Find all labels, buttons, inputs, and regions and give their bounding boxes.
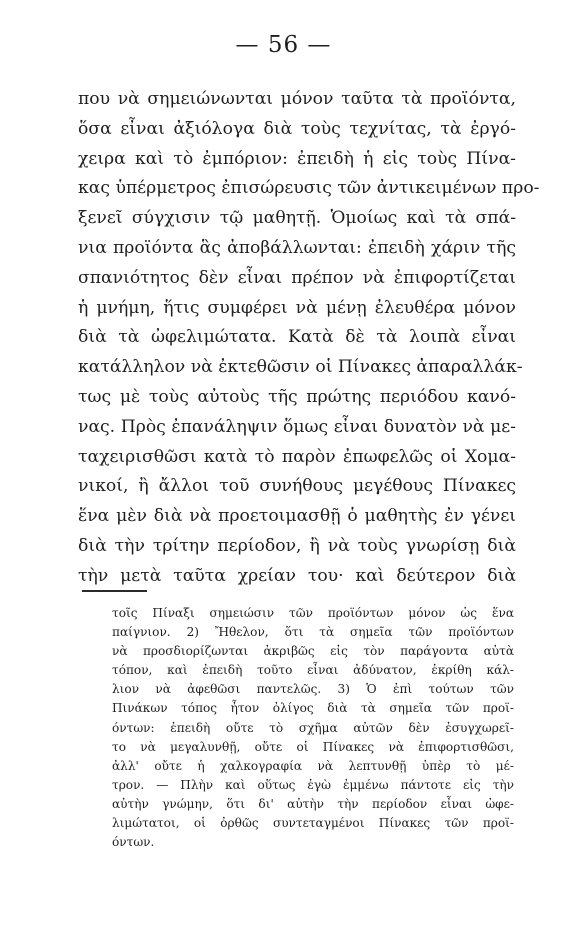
text-line: ταχειρισθῶσι κατὰ τὸ παρὸν ἐπωφελῶς οἱ Χομα- [78, 446, 516, 467]
text-line: διὰ τὰ ὠφελιμώτατα. Κατὰ δὲ τὰ λοιπὰ εἶναι [78, 327, 516, 348]
text-line: ἡ μνήμη, ἥτις συμφέρει νὰ μένῃ ἐλευθέρα μόνον [78, 297, 516, 318]
footnote-line: Πινάκων τόπος ἦτον ὀλίγος διὰ τὰ σημεῖα τῶν προϊ- [112, 701, 514, 716]
footnote-divider [82, 590, 147, 592]
footnote-line: το νὰ μεγαλυνθῇ, οὔτε οἱ Πίνακες νὰ ἐπιφορτισθῶσι, [112, 739, 514, 754]
text-line: ὅσα εἶναι ἀξιόλογα διὰ τοὺς τεχνίτας, τὰ ἐργό- [78, 118, 516, 139]
footnote-line: παίγνιον. 2) Ἤθελον, ὅτι τὰ σημεῖα τῶν προϊόντων [112, 625, 514, 640]
text-line: νικοί, ἢ ἄλλοι τοῦ συνήθους μεγέθους Πίνακες [78, 476, 516, 497]
text-line: σπανιότητος δὲν εἶναι πρέπον νὰ ἐπιφορτίζεται [78, 267, 516, 288]
text-line: ξενεῖ σύγχισιν τῷ μαθητῇ. Ὁμοίως καὶ τὰ σπά- [78, 208, 516, 229]
footnote-line: τόπον, καὶ ἐπειδὴ τοῦτο εἶναι ἀδύνατον, ἐκρίθη κάλ- [112, 663, 514, 678]
text-line: τὴν μετὰ ταῦτα χρείαν του· καὶ δεύτερον διὰ [78, 565, 516, 586]
footnote-line: λιον νὰ ἀφεθῶσι παντελῶς. 3) Ὁ ἐπὶ τούτων τῶν [112, 682, 514, 697]
footnote-line: όντων. [112, 835, 155, 850]
footnote-line: τρον. — Πλὴν καὶ οὕτως ἐγὼ ἐμμένω πάντοτε εἰς τὴν [112, 777, 514, 792]
text-line: νια προϊόντα ἃς ἀποβάλλωνται: ἐπειδὴ χάριν τῆς [78, 237, 516, 258]
text-line: νας. Πρὸς ἐπανάληψιν ὅμως εἶναι δυνατὸν νὰ με- [78, 416, 516, 437]
text-line: κατάλληλον νὰ ἐκτεθῶσιν οἱ Πίνακες ἀπαραλλάκ- [78, 357, 523, 378]
text-line: χειρα καὶ τὸ ἐμπόριον: ἐπειδὴ ἡ εἰς τοὺς Πίνα- [78, 148, 516, 169]
text-line: διὰ τὴν τρίτην περίοδον, ἢ νὰ τοὺς γνωρίσῃ διὰ [78, 535, 516, 556]
footnote-line: λιμώτατοι, οἱ ὀρθῶς συντεταγμένοι Πίνακες τῶν προϊ- [112, 816, 514, 831]
footnotes-block [112, 604, 514, 852]
footnote-line: ἀλλ' οὔτε ἡ χαλκογραφία νὰ λεπτυνθῇ ὑπὲρ τὸ μέ- [112, 758, 514, 773]
main-text-block [78, 85, 540, 592]
footnote-line: τοῖς Πίναξι σημειώσιν τῶν προϊόντων μόνον ὡς ἕνα [112, 606, 514, 620]
page-number: — 56 — [235, 32, 332, 58]
text-line: που νὰ σημειώνωνται μόνον ταῦτα τὰ προϊόντα, [78, 89, 516, 109]
text-line: ἕνα μὲν διὰ νὰ προετοιμασθῇ ὁ μαθητὴς ἐν γένει [78, 506, 516, 527]
text-line: κας ὑπέρμετρος ἐπισώρευσις τῶν ἀντικειμένων προ- [78, 178, 540, 199]
text-line: τως μὲ τοὺς αὐτοὺς τῆς πρώτης περιόδου κανό- [78, 386, 516, 407]
footnote-line: όντων: ἐπειδὴ οὔτε τὸ σχῆμα αὐτῶν δὲν ἐσυγχωρεῖ- [112, 720, 514, 735]
footnote-line: νὰ προσδιορίζωνται ἀκριβῶς εἰς τὸν παράγοντα αὐτὰ [112, 644, 514, 659]
footnote-line: αὐτὴν γνώμην, ὅτι δι' αὐτὴν τὴν περίοδον εἶναι ὠφε- [112, 796, 514, 811]
